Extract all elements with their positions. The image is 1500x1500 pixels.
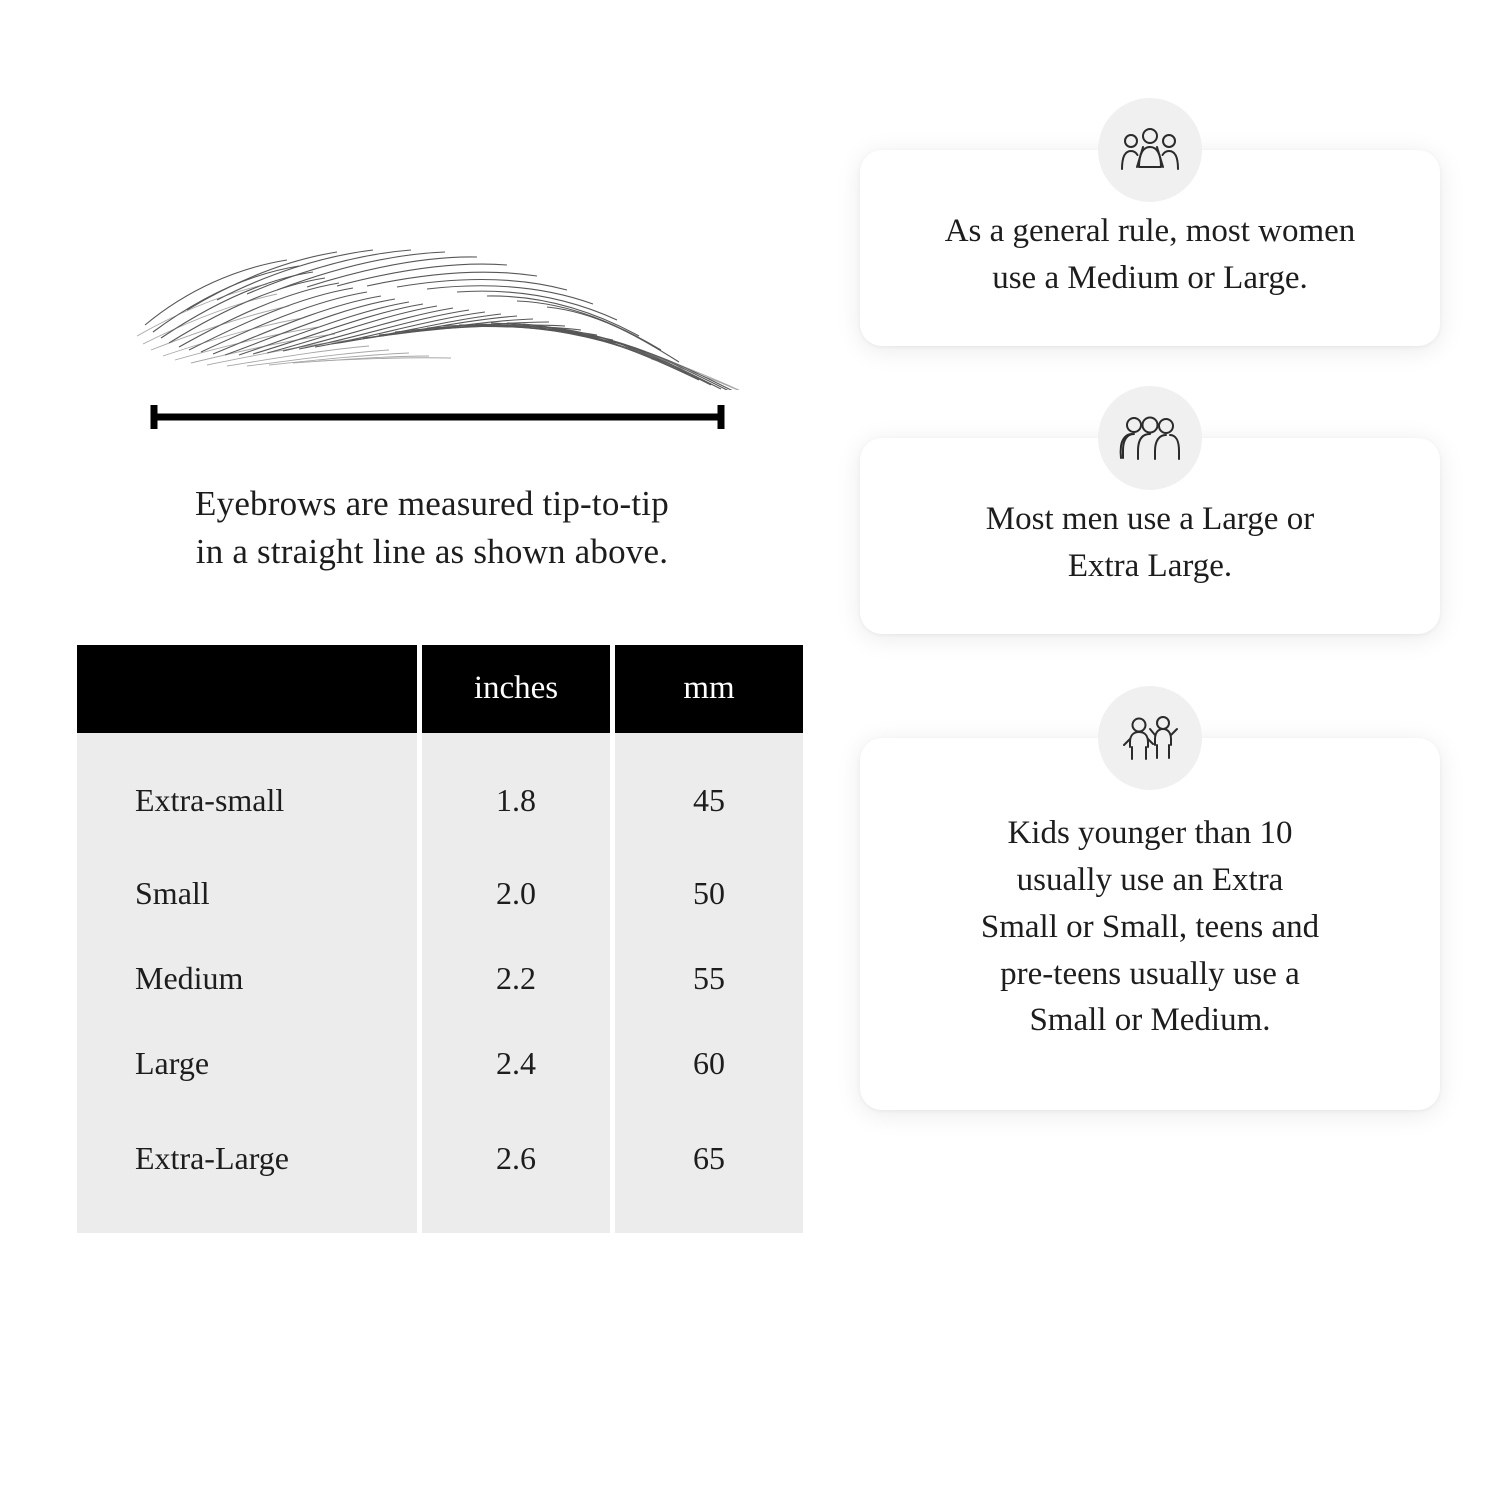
tip-line-2: Extra Large.: [1067, 547, 1233, 584]
tip-line-3: Small or Small, teens and: [980, 908, 1320, 945]
women-group-icon: [1098, 98, 1202, 202]
tip-line-2: usually use an Extra: [1016, 861, 1284, 898]
tip-text: [906, 496, 1394, 590]
tip-card-men: [860, 438, 1440, 634]
kids-icon-graphic: [1120, 711, 1180, 765]
women-group-icon-graphic: [1119, 123, 1181, 177]
tip-line-5: Small or Medium.: [1029, 1002, 1271, 1039]
table-row: [77, 1021, 803, 1106]
caption-line-1: Eyebrows are measured tip-to-tip: [195, 484, 669, 523]
cell-size: Medium: [77, 936, 417, 1021]
tip-line-1: Kids younger than 10: [1007, 815, 1293, 851]
size-table-body: [77, 733, 803, 1233]
tip-text: [906, 208, 1394, 302]
table-row: [77, 851, 803, 936]
cell-inches: 2.0: [422, 851, 610, 936]
cell-inches: 1.8: [422, 733, 610, 851]
tip-line-1: As a general rule, most women: [944, 213, 1356, 249]
table-row: [77, 733, 803, 851]
measurement-bar-graphic: [150, 402, 725, 432]
column-header-size: [77, 645, 417, 733]
size-table-head: [77, 645, 803, 733]
men-group-icon-graphic: [1118, 412, 1182, 464]
tip-line-1: Most men use a Large or: [985, 501, 1315, 537]
tip-line-2: use a Medium or Large.: [992, 259, 1308, 296]
tips-column: [860, 150, 1440, 1202]
measurement-bar: [150, 402, 725, 432]
tip-line-4: pre-teens usually use a: [1000, 955, 1300, 992]
cell-inches: 2.6: [422, 1106, 610, 1233]
caption: [72, 480, 792, 577]
kids-icon: [1098, 686, 1202, 790]
cell-size: Extra-Large: [77, 1106, 417, 1233]
table-row: [77, 1106, 803, 1233]
cell-mm: 45: [615, 733, 803, 851]
cell-mm: 65: [615, 1106, 803, 1233]
column-header-inches: inches: [422, 645, 610, 733]
size-table: [72, 645, 808, 1233]
column-header-mm: mm: [615, 645, 803, 733]
eyebrow-illustration: [127, 140, 767, 390]
cell-size: Small: [77, 851, 417, 936]
tip-card-women: [860, 150, 1440, 346]
tip-card-kids: [860, 738, 1440, 1110]
left-column: [72, 140, 802, 1233]
cell-mm: 50: [615, 851, 803, 936]
cell-size: Large: [77, 1021, 417, 1106]
cell-size: Extra-small: [77, 733, 417, 851]
tip-text: [906, 810, 1394, 1044]
eyebrow-hairs-graphic: [127, 140, 767, 390]
table-header-row: [77, 645, 803, 733]
cell-mm: 55: [615, 936, 803, 1021]
cell-inches: 2.2: [422, 936, 610, 1021]
table-row: [77, 936, 803, 1021]
cell-mm: 60: [615, 1021, 803, 1106]
men-group-icon: [1098, 386, 1202, 490]
caption-line-2: in a straight line as shown above.: [195, 532, 669, 572]
cell-inches: 2.4: [422, 1021, 610, 1106]
